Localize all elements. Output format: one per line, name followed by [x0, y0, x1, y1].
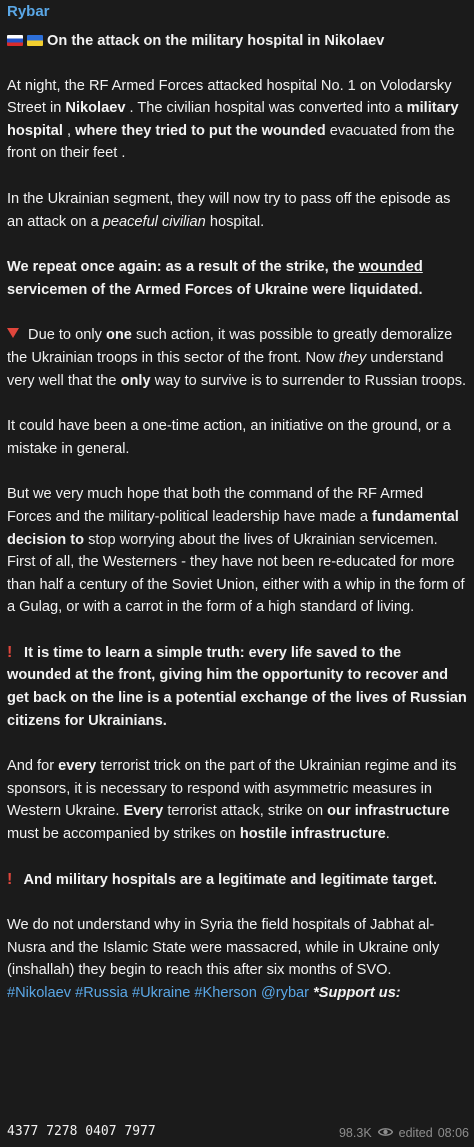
red-triangle-down-icon — [7, 328, 19, 338]
view-count: 98.3K — [338, 1126, 372, 1140]
p1-bold-military-hospital: military hospital — [7, 100, 459, 139]
p1-bold-wounded: where they tried to put the wounded — [75, 122, 326, 139]
paragraph-10 — [7, 914, 469, 1004]
message-text — [7, 30, 469, 1005]
p3-underlined-wounded: wounded — [358, 259, 423, 276]
p4-text-c: such action, it was possible to greatly demoralize the Ukrainian troops in this sector of the front. Now — [7, 327, 453, 366]
p8-text-g: must be accompanied by strikes on — [7, 826, 240, 843]
p4-italic-they: they — [338, 349, 367, 366]
paragraph-6 — [7, 483, 469, 619]
paragraph-5: It could have been a one-time action, an initiative on the ground, or a mistake in general. — [7, 418, 451, 457]
p8-bold-every: every — [58, 758, 97, 775]
paragraph-9 — [7, 869, 469, 892]
p6-text-a: But we very much hope that both the command of the RF Armed Forces and the military-political leadership have made a — [7, 486, 424, 525]
p1-text-e: , — [62, 122, 76, 139]
mention-link[interactable]: @rybar — [260, 985, 310, 1001]
paragraph-7 — [7, 642, 469, 732]
message-footer — [7, 1122, 469, 1144]
p8-text-e: terrorist attack, strike on — [163, 803, 328, 820]
paragraph-3 — [7, 256, 469, 301]
p2-italic: peaceful civilian — [102, 213, 206, 230]
p1-bold-nikolaev: Nikolaev — [65, 100, 126, 117]
p8-text-c: terrorist trick on the part of the Ukrainian regime and its sponsors, it is necessary to respond with asymmetric measures in Western Ukraine. — [7, 758, 457, 820]
message-time: 08:06 — [437, 1126, 469, 1140]
paragraph-1 — [7, 75, 469, 165]
p2-text-c: hospital. — [205, 213, 265, 230]
p9-bold: And military hospitals are a legitimate and legitimate target. — [20, 871, 438, 888]
russia-flag-icon — [7, 35, 23, 46]
p10-text: We do not understand why in Syria the field hospitals of Jabhat al-Nusra and the Islamic State were massacred, while in Ukraine only (inshallah) they begin to reach this after six months of SVO. — [7, 917, 440, 979]
p1-text-c: . The civilian hospital was converted into a — [125, 100, 407, 117]
p6-bold: fundamental decision to — [7, 508, 459, 548]
support-us-text: *Support us: — [313, 985, 401, 1001]
hashtag-link[interactable]: #Ukraine — [131, 985, 191, 1001]
p4-text-g: way to survive is to surrender to Russian troops. — [150, 372, 467, 389]
p8-bold-every-2: Every — [123, 803, 164, 820]
hashtag-link[interactable]: #Kherson — [194, 985, 257, 1001]
paragraph-4 — [7, 324, 469, 392]
p7-bold: It is time to learn a simple truth: every life saved to the wounded at the front, giving him the opportunity to recover and get back on the line is a potential exchange of the lives of Russian citizens for Ukrainians. — [7, 644, 467, 729]
edited-label: edited — [398, 1126, 433, 1140]
eye-icon — [378, 1126, 393, 1140]
red-exclamation-icon: ! — [7, 643, 13, 661]
post-title-line — [7, 30, 469, 53]
red-exclamation-icon: ! — [7, 870, 13, 888]
p8-text-a: And for — [7, 758, 59, 775]
ukraine-flag-icon — [27, 35, 43, 46]
p4-bold-only: only — [120, 372, 151, 389]
p4-bold-one: one — [105, 327, 132, 344]
p3-text-a: We repeat once again: as a result of the strike, the — [7, 259, 359, 276]
p8-bold-hostile-infrastructure: hostile infrastructure — [239, 826, 386, 843]
p4-text-e: understand very well that the — [7, 349, 444, 389]
p1-text-g: evacuated from the front on their feet . — [7, 122, 455, 162]
p2-text-a: In the Ukrainian segment, they will now try to pass off the episode as an attack on a — [7, 190, 451, 230]
p1-text-a: At night, the RF Armed Forces attacked hospital No. 1 on Volodarsky Street in — [7, 77, 452, 117]
channel-name[interactable]: Rybar — [7, 3, 50, 20]
p8-text-i: . — [385, 826, 390, 843]
p8-bold-our-infrastructure: our infrastructure — [327, 803, 450, 820]
post-title: On the attack on the military hospital in Nikolaev — [47, 33, 385, 49]
card-number: 4377 7278 0407 7977 — [7, 1124, 156, 1139]
paragraph-8 — [7, 755, 469, 845]
p6-text-c: stop worrying about the lives of Ukrainian servicemen. First of all, the Westerners - they have not been re-educated for more than half a century of the Soviet Union, either with a whip in the form of a Gulag, or with a carrot in the form of a high standard of living. — [7, 531, 465, 616]
hashtag-link[interactable]: #Russia — [75, 985, 128, 1001]
message-meta — [339, 1126, 469, 1140]
hashtag-link[interactable]: #Nikolaev — [7, 985, 72, 1001]
p4-text-a: Due to only — [24, 327, 106, 344]
p3-text-c: servicemen of the Armed Forces of Ukraine were liquidated. — [7, 281, 423, 298]
paragraph-2 — [7, 188, 469, 233]
